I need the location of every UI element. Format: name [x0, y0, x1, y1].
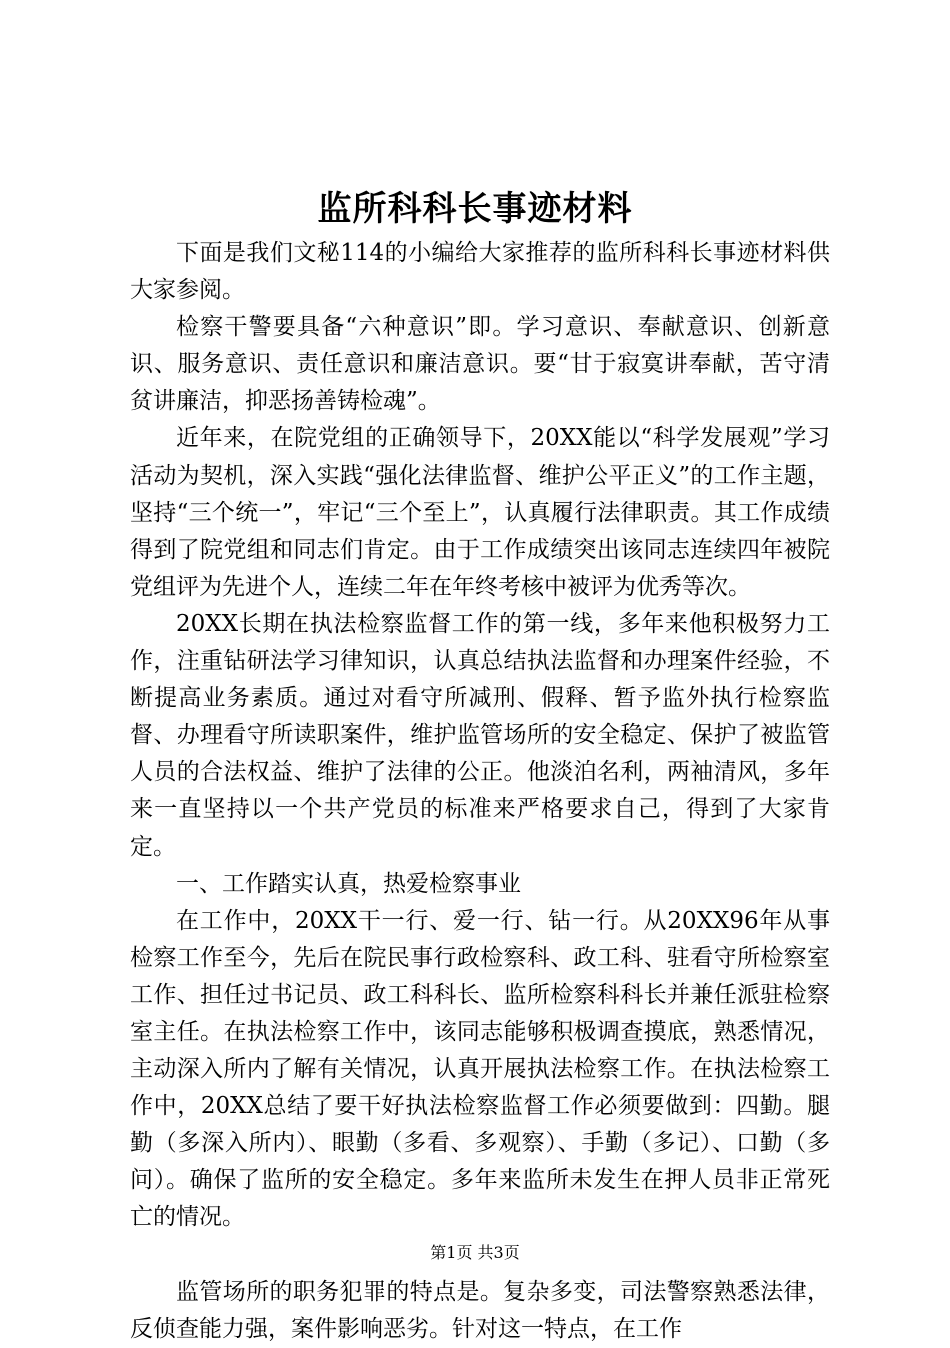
- document-body: [130, 235, 830, 1348]
- paragraph-long-term-work: 20XX长期在执法检察监督工作的第一线，多年来他积极努力工作，注重钻研法学习律知识，认真总结执法监督和办理案件经验，不断提高业务素质。通过对看守所减刑、假释、暂予监外执行检察监督、办理看守所读职案件，维护监管场所的安全稳定、保护了被监管人员的合法权益、维护了法律的公正。他淡泊名利，两袖清风，多年来一直坚持以一个共产党员的标准来严格要求自己，得到了大家肯定。: [130, 610, 830, 860]
- paragraph-work-history: 在工作中，20XX干一行、爱一行、钻一行。从20XX96年从事检察工作至今，先后在院民事行政检察科、政工科、驻看守所检察室工作、担任过书记员、政工科科长、监所检察科科长并兼任派驻检察室主任。在执法检察工作中，该同志能够积极调查摸底，熟悉情况，主动深入所内了解有关情况，认真开展执法检察工作。在执法检察工作中，20XX总结了要干好执法检察监督工作必须要做到：四勤。腿勤（多深入所内）、眼勤（多看、多观察）、手勤（多记）、口勤（多问）。确保了监所的安全稳定。多年来监所未发生在押人员非正常死亡的情况。: [130, 907, 830, 1231]
- document-title: 监所科科长事迹材料: [317, 189, 633, 229]
- paragraph-intro: 下面是我们文秘114的小编给大家推荐的监所科科长事迹材料供大家参阅。: [130, 240, 830, 304]
- page-footer: 第1页 共3页: [430, 1243, 520, 1262]
- section-heading-1: 一、工作踏实认真，热爱检察事业: [176, 870, 521, 897]
- paragraph-crime-features: 监管场所的职务犯罪的特点是。复杂多变，司法警察熟悉法律，反侦查能力强，案件影响恶劣。针对这一特点，在工作: [130, 1278, 830, 1342]
- paragraph-six-awareness: 检察干警要具备“六种意识”即。学习意识、奉献意识、创新意识、服务意识、责任意识和廉洁意识。要“甘于寂寞讲奉献，苦守清贫讲廉洁，抑恶扬善铸检魂”。: [130, 314, 830, 415]
- paragraph-recent-years: 近年来，在院党组的正确领导下，20XX能以“科学发展观”学习活动为契机，深入实践“强化法律监督、维护公平正义”的工作主题，坚持“三个统一”，牢记“三个至上”，认真履行法律职责。其工作成绩得到了院党组和同志们肯定。由于工作成绩突出该同志连续四年被院党组评为先进个人，连续二年在年终考核中被评为优秀等次。: [130, 425, 830, 600]
